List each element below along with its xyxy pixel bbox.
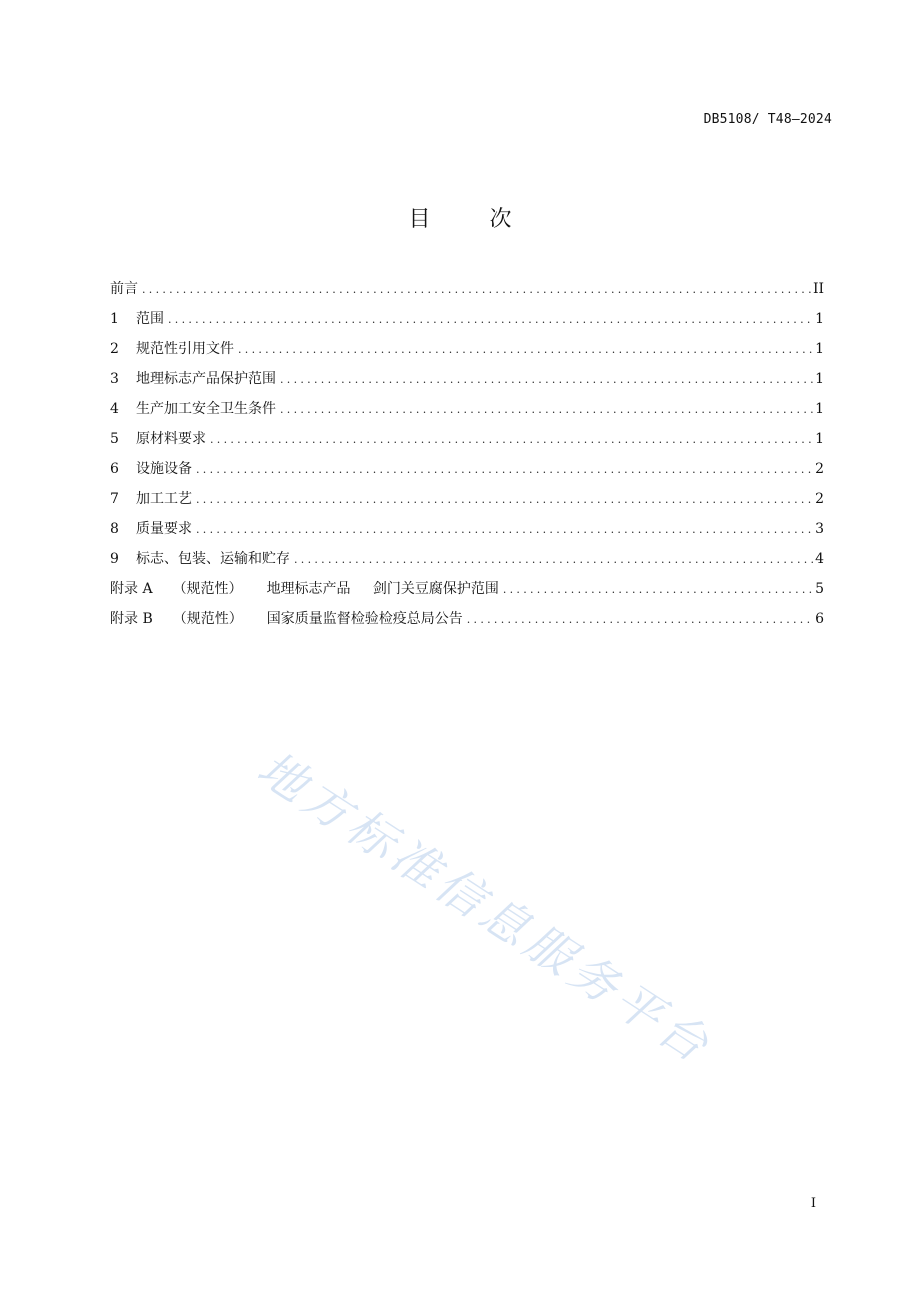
toc-entry-page: 1: [815, 431, 824, 447]
toc-entry-number: 3: [110, 371, 119, 387]
toc-entry-label: 地理标志产品 剑门关豆腐保护范围: [266, 581, 499, 597]
toc-entry-label: 前言: [110, 281, 138, 297]
toc-leader-dots: [192, 489, 814, 511]
toc-leader-dots: [290, 549, 814, 571]
toc-entry-foreword[interactable]: [110, 278, 824, 308]
toc-leader-dots: [276, 369, 814, 391]
toc-entry-number: 6: [110, 461, 119, 477]
watermark: 地方标准信息服务平台: [247, 740, 723, 1076]
toc-entry-label: 地理标志产品保护范围: [136, 371, 276, 387]
toc-leader-dots: [192, 519, 814, 541]
toc-entry-page: 1: [815, 311, 824, 327]
toc-entry-9[interactable]: [110, 548, 824, 578]
toc-entry-number: 附录 B: [110, 611, 153, 627]
toc-entry-3[interactable]: [110, 368, 824, 398]
toc-entry-page: 1: [815, 371, 824, 387]
toc-entry-2[interactable]: [110, 338, 824, 368]
toc-entry-annex-b[interactable]: [110, 608, 824, 638]
toc-entry-number: 2: [110, 341, 119, 357]
page-number: I: [810, 1196, 816, 1211]
toc-entry-page: II: [812, 281, 824, 297]
toc-entry-7[interactable]: [110, 488, 824, 518]
toc-entry-number: 附录 A: [110, 581, 153, 597]
toc-list: [110, 278, 824, 638]
toc-entry-label: 原材料要求: [136, 431, 206, 447]
toc-leader-dots: [138, 279, 813, 301]
toc-leader-dots: [234, 339, 814, 361]
toc-entry-label: 质量要求: [136, 521, 192, 537]
standard-code: DB5108/ T48—2024: [703, 112, 832, 127]
toc-entry-1[interactable]: [110, 308, 824, 338]
toc-entry-number: 1: [110, 311, 119, 327]
toc-title: 目 次: [408, 207, 538, 232]
toc-entry-label: 设施设备: [136, 461, 192, 477]
toc-leader-dots: [463, 609, 814, 631]
toc-entry-page: 4: [815, 551, 824, 567]
toc-entry-number: 5: [110, 431, 119, 447]
toc-entry-8[interactable]: [110, 518, 824, 548]
toc-entry-annex-a[interactable]: [110, 578, 824, 608]
toc-entry-number: 4: [110, 401, 119, 417]
toc-entry-5[interactable]: [110, 428, 824, 458]
toc-entry-page: 3: [815, 521, 824, 537]
toc-entry-label: 规范性引用文件: [136, 341, 234, 357]
toc-entry-label: 国家质量监督检验检疫总局公告: [266, 611, 463, 627]
toc-leader-dots: [164, 309, 814, 331]
toc-entry-page: 2: [815, 461, 824, 477]
toc-entry-page: 1: [815, 341, 824, 357]
toc-entry-annex-kind: （规范性）: [172, 611, 243, 627]
toc-entry-page: 1: [815, 401, 824, 417]
toc-entry-page: 2: [815, 491, 824, 507]
toc-entry-6[interactable]: [110, 458, 824, 488]
toc-leader-dots: [499, 579, 814, 601]
toc-entry-page: 6: [815, 611, 824, 627]
toc-entry-label: 生产加工安全卫生条件: [136, 401, 276, 417]
toc-entry-4[interactable]: [110, 398, 824, 428]
toc-leader-dots: [276, 399, 814, 421]
toc-entry-label: 加工工艺: [136, 491, 192, 507]
toc-entry-label: 范围: [136, 311, 164, 327]
toc-entry-number: 9: [110, 551, 119, 567]
toc-leader-dots: [192, 459, 814, 481]
toc-entry-number: 7: [110, 491, 119, 507]
toc-entry-annex-kind: （规范性）: [172, 581, 243, 597]
toc-leader-dots: [206, 429, 814, 451]
toc-entry-number: 8: [110, 521, 119, 537]
toc-entry-page: 5: [815, 581, 824, 597]
toc-entry-label: 标志、包装、运输和贮存: [136, 551, 290, 567]
